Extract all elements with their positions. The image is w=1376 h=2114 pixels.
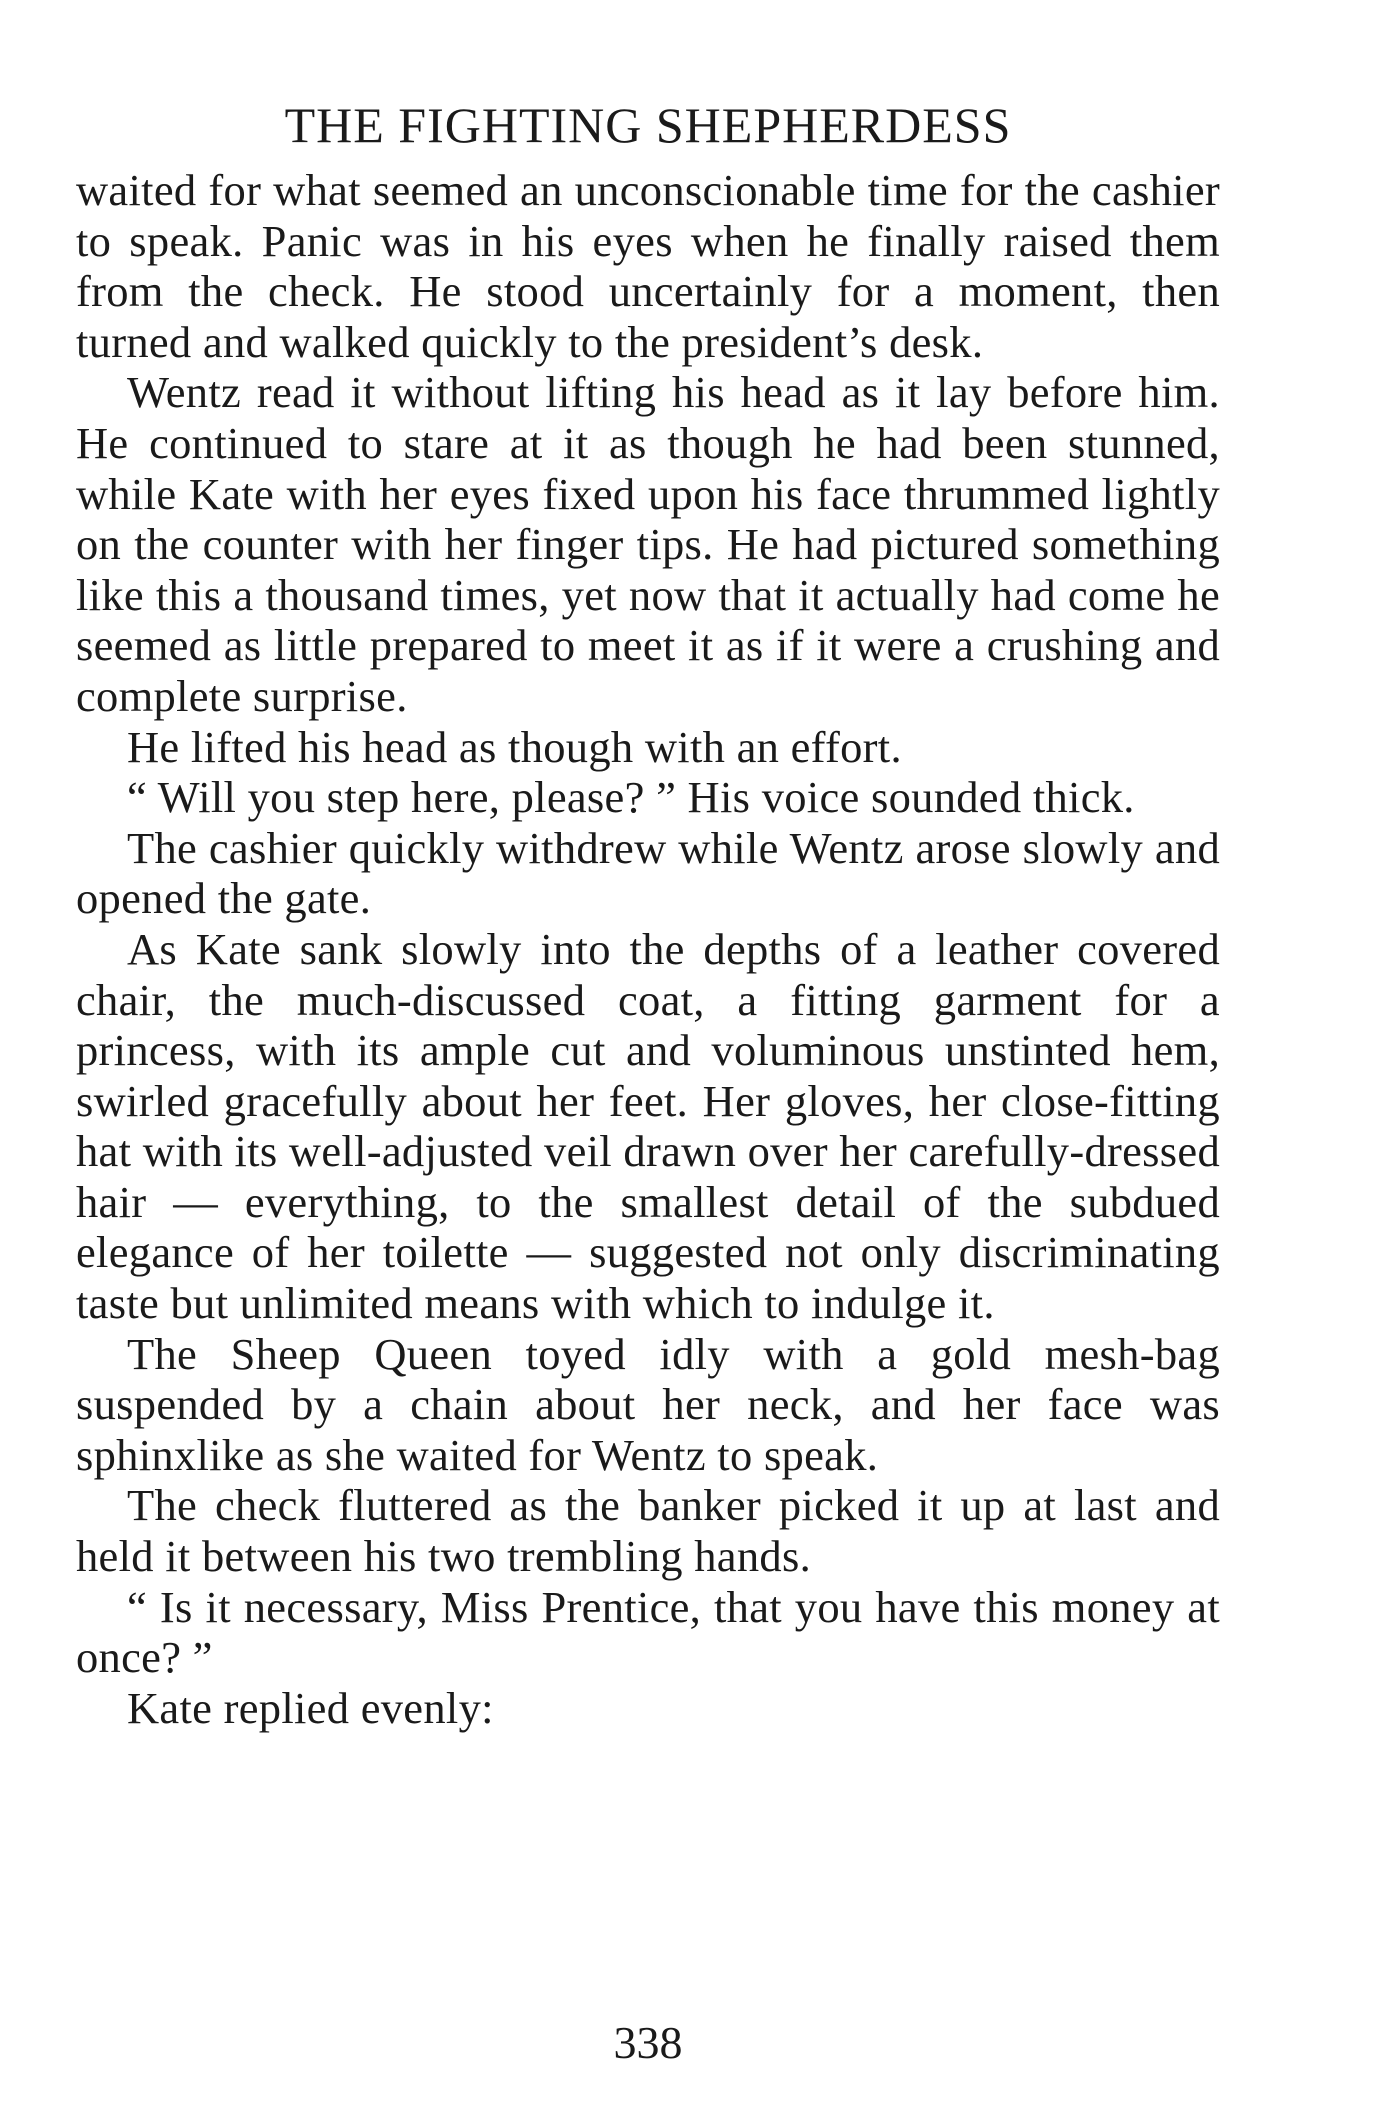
page-number: 338 xyxy=(613,2017,683,2068)
body-text xyxy=(76,165,1220,1733)
paragraph: Kate replied evenly: xyxy=(127,1682,494,1733)
paragraph: The check fluttered as the banker picked it up at last and held it between his two trembling hands. xyxy=(76,1480,1220,1582)
paragraph: He lifted his head as though with an effort. xyxy=(127,721,902,772)
paragraph-continued: waited for what seemed an unconscionable time for the cashier to speak. Panic was in his eyes when he finally raised them from the check. He stood uncertainly for a moment, then turned and walked quickly to the president’s desk. xyxy=(76,165,1220,367)
book-page xyxy=(76,95,1220,2085)
paragraph: Wentz read it without lifting his head as it lay before him. He continued to stare at it as though he had been stunned, while Kate with her eyes fixed upon his face thrummed lightly on the counter with her finger tips. He had pictured something like this a thousand times, yet now that it actually had come he seemed as little prepared to meet it as if it were a crushing and complete surprise. xyxy=(76,367,1220,721)
paragraph: “ Is it necessary, Miss Prentice, that you have this money at once? ” xyxy=(76,1581,1220,1683)
paragraph: “ Will you step here, please? ” His voice sounded thick. xyxy=(127,772,1135,823)
paragraph: The Sheep Queen toyed idly with a gold mesh-bag suspended by a chain about her neck, and her face was sphinxlike as she waited for Wentz to speak. xyxy=(76,1328,1220,1480)
paragraph: As Kate sank slowly into the depths of a leather covered chair, the much-discussed coat, a fitting garment for a princess, with its ample cut and voluminous unstinted hem, swirled gracefully about her feet. Her gloves, her close-fitting hat with its well-adjusted veil drawn over her carefully-dressed hair — everything, to the smallest detail of the subdued elegance of her toilette — suggested not only discriminating taste but unlimited means with which to indulge it. xyxy=(76,923,1220,1329)
running-head: THE FIGHTING SHEPHERDESS xyxy=(284,97,1012,153)
paragraph: The cashier quickly withdrew while Wentz arose slowly and opened the gate. xyxy=(76,822,1220,924)
